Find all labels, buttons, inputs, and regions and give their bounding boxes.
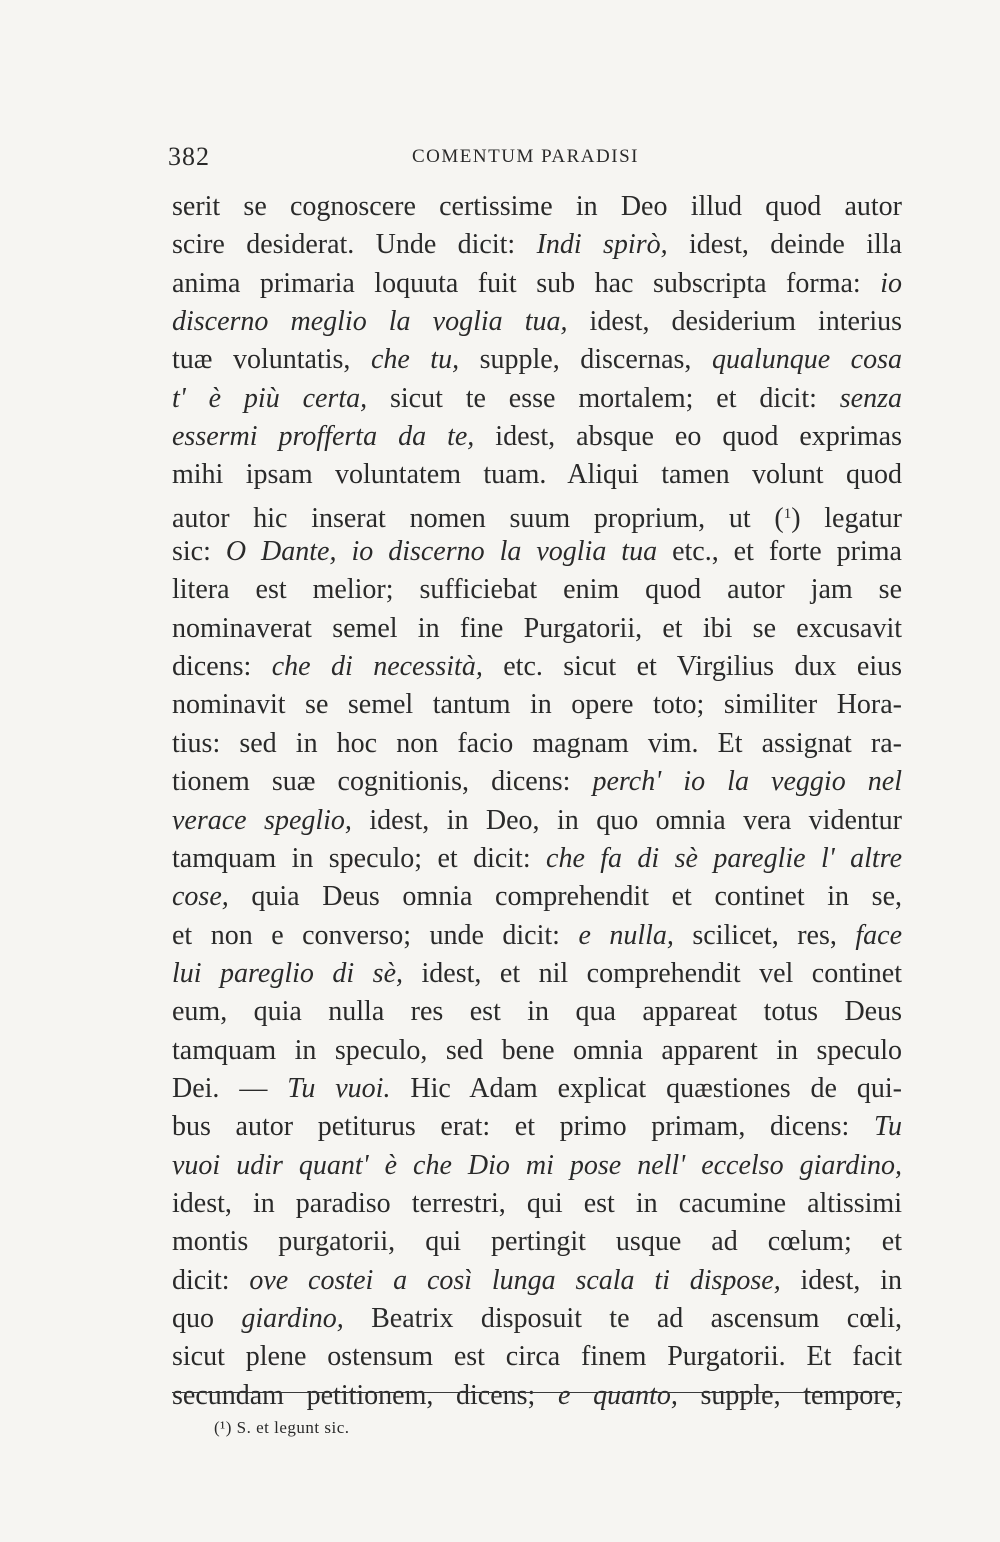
text-segment: Hic Adam explicat quæstiones de qui- <box>390 1072 902 1104</box>
text-segment: bus autor petiturus erat: et primo primam, dicens: <box>172 1111 874 1143</box>
text-line <box>172 993 902 1031</box>
italic-quotation: verace speglio, <box>172 804 352 836</box>
running-header <box>168 142 908 178</box>
italic-quotation: ove costei a così lunga scala ti dispose, <box>249 1264 781 1296</box>
text-line <box>172 495 902 533</box>
text-segment: autor hic inserat nomen suum proprium, ut ( <box>172 502 784 534</box>
italic-quotation: face <box>855 919 902 951</box>
text-segment: ) legatur <box>791 502 902 534</box>
italic-quotation: discerno meglio la voglia tua, <box>172 306 568 338</box>
italic-quotation: Tu vuoi. <box>287 1072 391 1104</box>
text-line <box>172 1223 902 1261</box>
text-line <box>172 265 902 303</box>
text-segment: etc. sicut et Virgilius dux eius <box>482 651 902 683</box>
text-segment: sicut plene ostensum est circa finem Purgatorii. Et facit <box>172 1341 902 1373</box>
text-segment: idest, in paradiso terrestri, qui est in cacumine altissimi <box>172 1187 902 1219</box>
italic-quotation: che di necessità, <box>271 651 483 683</box>
text-line <box>172 1032 902 1070</box>
text-line <box>172 1185 902 1223</box>
italic-quotation: essermi profferta da te, <box>172 421 475 453</box>
text-segment: idest, desiderium interius <box>567 306 902 338</box>
text-line <box>172 878 902 916</box>
text-line <box>172 840 902 878</box>
italic-quotation: e quanto, <box>557 1379 678 1411</box>
text-segment: nominaverat semel in fine Purgatorii, et ibi se excusavit <box>172 612 902 644</box>
text-segment: et non e converso; unde dicit: <box>172 919 579 951</box>
text-line <box>172 418 902 456</box>
text-segment: sicut te esse mortalem; et dicit: <box>367 382 840 414</box>
text-segment: Dei. — <box>172 1072 288 1104</box>
text-line <box>172 533 902 571</box>
text-segment: tamquam in speculo; et dicit: <box>172 842 547 874</box>
text-segment: anima primaria loquuta fuit sub hac subscripta forma: <box>172 267 881 299</box>
text-line <box>172 380 902 418</box>
text-segment: quia Deus omnia comprehendit et continet in se, <box>228 881 902 913</box>
commentary-text <box>172 188 902 1415</box>
text-segment: tamquam in speculo, sed bene omnia apparent in speculo <box>172 1034 902 1066</box>
text-line <box>172 725 902 763</box>
text-line <box>172 610 902 648</box>
text-segment: nominavit se semel tantum in opere toto; similiter Hora- <box>172 689 902 721</box>
text-segment: idest, in Deo, in quo omnia vera videntur <box>351 804 902 836</box>
text-line <box>172 1300 902 1338</box>
italic-quotation: senza <box>839 382 902 414</box>
text-line <box>172 1377 902 1415</box>
italic-quotation: giardino, <box>241 1302 344 1334</box>
text-line <box>172 802 902 840</box>
text-segment: idest, et nil comprehendit vel continet <box>403 957 902 989</box>
text-segment: secundam petitionem, dicens; <box>172 1379 558 1411</box>
text-line <box>172 571 902 609</box>
italic-quotation: t' è più certa, <box>172 382 368 414</box>
page-number: 382 <box>168 142 210 171</box>
text-segment: sic: <box>172 536 226 568</box>
text-line <box>172 917 902 955</box>
text-segment: supple, tempore, <box>677 1379 902 1411</box>
italic-quotation: qualunque cosa <box>711 344 902 376</box>
running-title: COMENTUM PARADISI <box>412 146 639 167</box>
italic-quotation: io <box>880 267 902 299</box>
italic-quotation: Indi spirò, <box>536 229 668 261</box>
text-line <box>172 1338 902 1376</box>
italic-quotation: che fa di sè pareglie l' altre <box>546 842 902 874</box>
text-segment: litera est melior; sufficiebat enim quod autor jam se <box>172 574 902 606</box>
text-segment: tius: sed in hoc non facio magnam vim. Et assignat ra- <box>172 727 902 759</box>
italic-quotation: e nulla, <box>578 919 674 951</box>
text-segment: supple, discernas, <box>459 344 712 376</box>
italic-quotation: O Dante, io discerno la voglia tua <box>225 536 658 568</box>
italic-quotation: Tu <box>873 1111 902 1143</box>
text-line <box>172 188 902 226</box>
italic-quotation: lui pareglio di sè, <box>172 957 404 989</box>
text-segment: serit se cognoscere certissime in Deo illud quod autor <box>172 191 902 222</box>
text-segment: quo <box>172 1302 242 1334</box>
text-segment: scilicet, res, <box>673 919 856 951</box>
text-segment: dicens: <box>172 651 272 683</box>
text-line <box>172 456 902 494</box>
italic-quotation: vuoi udir quant' è che Dio mi pose nell' eccelso giardino, <box>172 1149 902 1181</box>
text-segment: tuæ voluntatis, <box>172 344 371 376</box>
text-segment: idest, deinde illa <box>667 229 902 261</box>
text-line <box>172 341 902 379</box>
text-line <box>172 303 902 341</box>
text-segment: dicit: <box>172 1264 250 1296</box>
text-line <box>172 955 902 993</box>
text-line <box>172 226 902 264</box>
footnote: (¹) S. et legunt sic. <box>214 1418 350 1437</box>
text-line <box>172 1108 902 1146</box>
text-segment: eum, quia nulla res est in qua appareat totus Deus <box>172 996 902 1028</box>
footnote-reference: 1 <box>783 505 792 522</box>
text-segment: montis purgatorii, qui pertingit usque ad cœlum; et <box>172 1226 902 1258</box>
italic-quotation: cose, <box>172 881 229 913</box>
text-line <box>172 648 902 686</box>
text-segment: scire desiderat. Unde dicit: <box>172 229 537 261</box>
text-line <box>172 1262 902 1300</box>
text-segment: tionem suæ cognitionis, dicens: <box>172 766 593 798</box>
text-segment: etc., et forte prima <box>657 536 902 568</box>
text-segment: Beatrix disposuit te ad ascensum cœli, <box>343 1302 903 1334</box>
text-line <box>172 686 902 724</box>
italic-quotation: che tu, <box>370 344 460 376</box>
text-line <box>172 763 902 801</box>
text-segment: idest, in <box>780 1264 902 1296</box>
italic-quotation: perch' io la veggio nel <box>592 766 902 798</box>
text-line <box>172 1070 902 1108</box>
footnote-divider <box>172 1392 902 1393</box>
text-line <box>172 1147 902 1185</box>
text-segment: idest, absque eo quod exprimas <box>474 421 902 453</box>
text-segment: mihi ipsam voluntatem tuam. Aliqui tamen volunt quod <box>172 459 902 491</box>
